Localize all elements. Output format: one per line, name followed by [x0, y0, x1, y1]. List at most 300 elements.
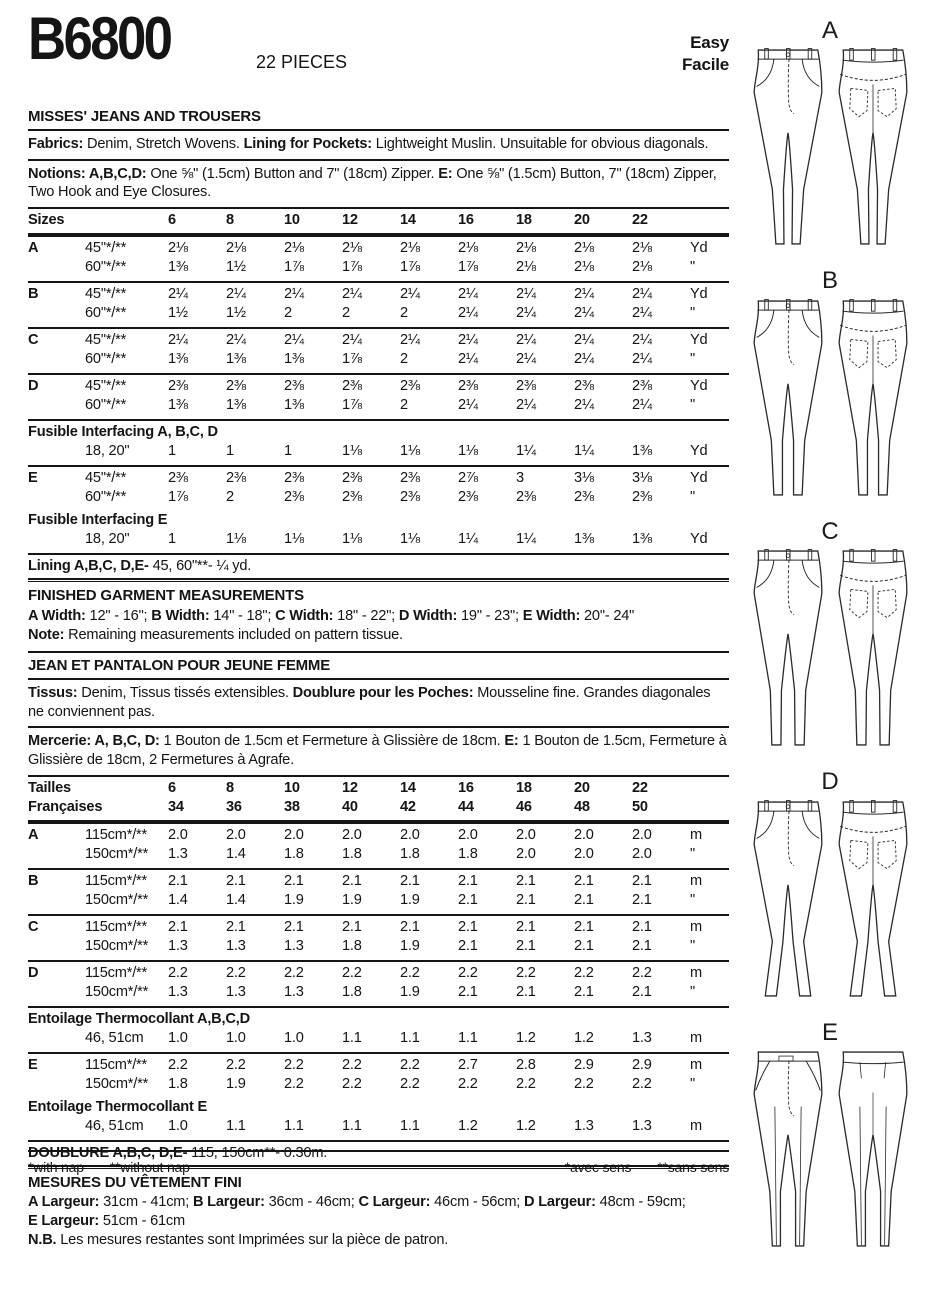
table-row	[28, 891, 729, 910]
yardage-value: 1.4	[168, 891, 188, 908]
yardage-value: 1.0	[284, 1029, 304, 1046]
row-width-label: 45"*/**	[85, 378, 127, 395]
yardage-value: 1⅞	[284, 259, 304, 276]
yardage-value: 2.8	[516, 1056, 536, 1073]
yardage-value: 2¼	[342, 332, 362, 349]
yardage-value: 2.0	[516, 826, 536, 843]
unit-label: Yd	[690, 470, 708, 487]
row-group-label	[28, 530, 85, 549]
yardage-group	[28, 1006, 729, 1052]
largeur-line-2: E Largeur: 51cm - 61cm	[28, 1212, 185, 1229]
unit-label: m	[690, 1056, 702, 1073]
size-value: 20	[574, 779, 590, 796]
size-fr-value: 40	[342, 798, 358, 815]
yardage-value: 2.1	[226, 872, 246, 889]
yardage-value: 2.1	[516, 918, 536, 935]
yardage-value: 2¼	[516, 305, 536, 322]
yardage-value: 2¼	[284, 332, 304, 349]
yardage-value: 1⅜	[168, 259, 188, 276]
yardage-value: 1.9	[400, 891, 420, 908]
yardage-value: 2¼	[632, 305, 652, 322]
unit-label: Yd	[690, 240, 708, 257]
yardage-value: 2.2	[342, 1056, 362, 1073]
table-row	[28, 845, 729, 864]
yardage-value: 1⅜	[632, 531, 652, 548]
table-row	[28, 937, 729, 956]
yardage-value: 2.2	[632, 1075, 652, 1092]
yardage-value: 2.2	[574, 964, 594, 981]
interfacing-heading: Fusible Interfacing A, B,C, D	[28, 424, 218, 441]
yardage-value: 1.1	[342, 1117, 362, 1134]
yardage-value: 2	[400, 397, 408, 414]
yardage-value: 2.7	[458, 1056, 478, 1073]
yardage-value: 2.1	[632, 983, 652, 1000]
yardage-value: 2¼	[574, 305, 594, 322]
yardage-value: 2.2	[400, 1056, 420, 1073]
yardage-value: 1.1	[458, 1029, 478, 1046]
yardage-value: 2.0	[168, 826, 188, 843]
yardage-value: 1.3	[168, 845, 188, 862]
yardage-value: 2¼	[458, 332, 478, 349]
view-a-label: A	[821, 17, 838, 44]
row-width-label: 60"*/**	[85, 397, 127, 414]
row-width-label: 60"*/**	[85, 305, 127, 322]
yardage-value: 1.8	[342, 845, 362, 862]
yardage-value: 1⅜	[574, 531, 594, 548]
table-row	[28, 1117, 729, 1136]
table-row	[28, 872, 729, 891]
unit-label: m	[690, 826, 702, 843]
row-width-label: 46, 51cm	[85, 1029, 144, 1046]
yardage-value: 2.1	[226, 918, 246, 935]
table-row	[28, 826, 729, 845]
yardage-value: 2.0	[574, 826, 594, 843]
yardage-value: 2.0	[226, 826, 246, 843]
row-width-label: 115cm*/**	[85, 1056, 148, 1073]
yardage-value: 2.1	[284, 872, 304, 889]
garment-title-fr: JEAN ET PANTALON POUR JEUNE FEMME	[28, 653, 729, 680]
row-width-label: 115cm*/**	[85, 872, 148, 889]
footnotes-fr	[565, 1159, 729, 1175]
row-group-label	[28, 304, 85, 323]
yardage-value: 2.9	[574, 1056, 594, 1073]
unit-spacer	[690, 779, 728, 798]
row-group-label	[28, 488, 85, 507]
yardage-value: 2.1	[342, 872, 362, 889]
row-group-label: D	[28, 378, 39, 395]
yardage-value: 2¼	[458, 351, 478, 368]
yardage-value: 1.3	[284, 937, 304, 954]
row-group-label	[28, 396, 85, 415]
row-width-label: 46, 51cm	[85, 1117, 144, 1134]
size-value: 6	[168, 212, 176, 229]
yardage-value: 2.2	[226, 964, 246, 981]
yardage-group	[28, 373, 729, 419]
size-value: 18	[516, 212, 532, 229]
unit-label: Yd	[690, 332, 708, 349]
yardage-value: 1.3	[632, 1029, 652, 1046]
size-fr-value: 42	[400, 798, 416, 815]
table-row	[28, 964, 729, 983]
yardage-value: 1½	[226, 305, 246, 322]
view-c-figure	[740, 519, 920, 749]
pattern-number: B6800	[28, 5, 171, 72]
size-value: 18	[516, 779, 532, 796]
yardage-value: 1.8	[400, 845, 420, 862]
yardage-value: 2.2	[574, 1075, 594, 1092]
table-row	[28, 442, 729, 461]
finished-measurements-section	[28, 582, 729, 653]
yardage-value: 2	[226, 489, 234, 506]
yardage-value: 1	[226, 443, 234, 460]
yardage-value: 2⅜	[400, 489, 420, 506]
yardage-value: 2.1	[458, 872, 478, 889]
yardage-value: 2⅜	[342, 470, 362, 487]
francaises-label: Françaises	[28, 798, 103, 815]
view-d-label: D	[821, 768, 839, 796]
yardage-value: 1.2	[574, 1029, 594, 1046]
yardage-value: 1⅞	[458, 259, 478, 276]
yardage-value: 2¼	[574, 332, 594, 349]
size-fr-value: 38	[284, 798, 300, 815]
finished-measurements-title: FINISHED GARMENT MEASUREMENTS	[28, 587, 304, 605]
yardage-value: 2⅛	[342, 240, 362, 257]
yardage-value: 2.2	[226, 1056, 246, 1073]
yardage-value: 1.8	[284, 845, 304, 862]
row-group-label: B	[28, 872, 39, 889]
size-value: 12	[342, 779, 358, 796]
yardage-value: 1.0	[168, 1029, 188, 1046]
yardage-value: 2.0	[284, 826, 304, 843]
row-width-label: 150cm*/**	[85, 891, 149, 908]
size-value: 16	[458, 779, 474, 796]
unit-label: m	[690, 872, 702, 889]
row-width-label: 115cm*/**	[85, 918, 148, 935]
yardage-value: 3	[516, 470, 524, 487]
size-value: 8	[226, 212, 234, 229]
yardage-value: 2¼	[458, 286, 478, 303]
yardage-value: 2⅜	[342, 378, 362, 395]
view-illustrations-column	[740, 18, 920, 1270]
yardage-value: 2.0	[632, 845, 652, 862]
yardage-value: 2.1	[168, 918, 188, 935]
yardage-value: 2¼	[632, 332, 652, 349]
yardage-value: 1.9	[226, 1075, 246, 1092]
francaises-header-row	[28, 798, 729, 817]
yardage-value: 2.2	[458, 1075, 478, 1092]
yardage-group	[28, 1052, 729, 1098]
yardage-value: 2⅜	[226, 470, 246, 487]
yardage-group	[28, 327, 729, 373]
yardage-value: 2.2	[168, 964, 188, 981]
row-width-label: 115cm*/**	[85, 964, 148, 981]
yardage-value: 2.1	[574, 918, 594, 935]
view-a-figure	[740, 18, 920, 248]
yardage-value: 1⅛	[226, 531, 246, 548]
table-row	[28, 1075, 729, 1094]
view-e-pair	[740, 1048, 920, 1250]
yardage-value: 2.1	[400, 918, 420, 935]
row-group-label	[28, 937, 85, 956]
view-c-front-illustration	[748, 547, 828, 749]
size-fr-value: 46	[516, 798, 532, 815]
yardage-value: 2⅜	[516, 378, 536, 395]
yardage-value: 1.0	[168, 1117, 188, 1134]
unit-label: m	[690, 1117, 702, 1134]
width-line: A Width: 12" - 16"; B Width: 14" - 18"; C Width: 18" - 22"; D Width: 19" - 23"; E Width: 20"- 24"	[28, 607, 635, 624]
row-group-label: C	[28, 918, 39, 935]
table-row	[28, 258, 729, 277]
unit-label: "	[690, 937, 695, 954]
row-width-label: 60"*/**	[85, 351, 127, 368]
yardage-value: 1¼	[516, 443, 536, 460]
largeur-line-1: A Largeur: 31cm - 41cm; B Largeur: 36cm - 46cm; C Largeur: 46cm - 56cm; D Largeur: 48cm - 59cm;	[28, 1194, 686, 1211]
yardage-value: 2.2	[284, 1056, 304, 1073]
mesures-section	[28, 1169, 729, 1251]
yardage-value: 1⅞	[168, 489, 188, 506]
yardage-value: 2⅜	[516, 489, 536, 506]
yardage-value: 2⅜	[574, 489, 594, 506]
row-group-label: A	[28, 826, 39, 843]
row-width-label: 45"*/**	[85, 470, 127, 487]
size-fr-value: 48	[574, 798, 590, 815]
table-row	[28, 331, 729, 350]
size-value: 8	[226, 779, 234, 796]
unit-label: "	[690, 489, 695, 506]
yardage-group	[28, 281, 729, 327]
yardage-value: 1.8	[342, 937, 362, 954]
size-value: 10	[284, 779, 300, 796]
yardage-value: 2⅞	[458, 470, 478, 487]
tailles-header-row	[28, 779, 729, 798]
yardage-value: 2⅛	[400, 240, 420, 257]
difficulty-rating	[682, 32, 729, 76]
yardage-group	[28, 822, 729, 868]
yardage-value: 2.0	[516, 845, 536, 862]
yardage-value: 1	[168, 531, 176, 548]
view-c-back-illustration	[833, 547, 913, 749]
unit-label: "	[690, 259, 695, 276]
row-group-label: D	[28, 964, 39, 981]
view-e-figure	[740, 1020, 920, 1250]
yardage-value: 2.1	[632, 891, 652, 908]
piece-count: 22 PIECES	[256, 52, 348, 72]
yardage-value: 2.2	[284, 1075, 304, 1092]
table-row	[28, 469, 729, 488]
yardage-value: 2⅛	[516, 259, 536, 276]
row-group-label: E	[28, 1056, 38, 1073]
yardage-value: 1⅞	[342, 351, 362, 368]
lining-line: Lining A,B,C, D,E- 45, 60"**- ¼ yd.	[28, 553, 729, 578]
lining-line: DOUBLURE A,B,C, D,E- 115, 150cm**- 0.30m.	[28, 1140, 729, 1165]
yardage-value: 2.1	[516, 983, 536, 1000]
yardage-value: 2.1	[400, 872, 420, 889]
yardage-value: 2⅜	[632, 489, 652, 506]
view-b-front-illustration	[748, 297, 828, 499]
row-group-label	[28, 1117, 85, 1136]
unit-label: Yd	[690, 443, 708, 460]
view-c-label: C	[821, 517, 839, 545]
yardage-value: 1⅛	[342, 531, 362, 548]
yardage-value: 1.9	[284, 891, 304, 908]
view-b-label: B	[821, 267, 838, 295]
yardage-value: 2.1	[342, 918, 362, 935]
main-column	[28, 5, 729, 1250]
yardage-value: 1¼	[574, 443, 594, 460]
view-d-back-illustration	[833, 798, 913, 1000]
table-row	[28, 304, 729, 323]
yardage-value: 2¼	[632, 397, 652, 414]
yardage-value: 1.0	[226, 1029, 246, 1046]
yardage-value: 2.1	[574, 983, 594, 1000]
row-width-label: 150cm*/**	[85, 983, 149, 1000]
yardage-group	[28, 1098, 729, 1140]
size-fr-value: 44	[458, 798, 474, 815]
yardage-group	[28, 465, 729, 511]
row-group-label	[28, 1075, 85, 1094]
yardage-value: 1¼	[516, 531, 536, 548]
yardage-value: 2	[342, 305, 350, 322]
row-width-label: 45"*/**	[85, 286, 127, 303]
tailles-label: Tailles	[28, 779, 71, 796]
size-value: 20	[574, 212, 590, 229]
yardage-value: 2⅛	[632, 259, 652, 276]
yardage-value: 2.9	[632, 1056, 652, 1073]
yardage-value: 3⅛	[632, 470, 652, 487]
interfacing-heading: Fusible Interfacing E	[28, 512, 168, 529]
yardage-value: 1⅜	[284, 397, 304, 414]
unit-label: m	[690, 1029, 702, 1046]
yardage-value: 2⅛	[574, 259, 594, 276]
yardage-value: 2.1	[458, 937, 478, 954]
unit-label: "	[690, 351, 695, 368]
yardage-group	[28, 419, 729, 465]
yardage-value: 1.3	[168, 983, 188, 1000]
yardage-value: 1⅜	[632, 443, 652, 460]
yardage-value: 2⅜	[458, 489, 478, 506]
unit-label: Yd	[690, 378, 708, 395]
size-value: 14	[400, 212, 416, 229]
sizes-label: Sizes	[28, 212, 65, 229]
row-group-label: E	[28, 470, 38, 487]
tissus-paragraph: Tissus: Denim, Tissus tissés extensibles. Doublure pour les Poches: Mousseline fine. Grandes diagonales ne conviennent pas.	[28, 680, 729, 728]
row-width-label: 18, 20"	[85, 443, 130, 460]
yardage-value: 1.9	[342, 891, 362, 908]
row-group-label: A	[28, 240, 39, 257]
size-fr-value: 34	[168, 798, 184, 815]
yardage-value: 2¼	[284, 286, 304, 303]
row-width-label: 45"*/**	[85, 332, 127, 349]
yardage-value: 2¼	[574, 397, 594, 414]
yardage-value: 2¼	[574, 286, 594, 303]
yardage-value: 2¼	[168, 286, 188, 303]
yardage-group	[28, 960, 729, 1006]
yardage-value: 2¼	[516, 332, 536, 349]
yardage-value: 1.8	[168, 1075, 188, 1092]
yardage-table-en	[28, 207, 729, 578]
yardage-value: 2.1	[574, 937, 594, 954]
unit-label: "	[690, 983, 695, 1000]
table-header	[28, 775, 729, 822]
yardage-value: 2.0	[632, 826, 652, 843]
yardage-value: 1½	[168, 305, 188, 322]
unit-label: m	[690, 964, 702, 981]
yardage-value: 2.0	[400, 826, 420, 843]
yardage-value: 2.2	[400, 1075, 420, 1092]
yardage-value: 2⅛	[458, 240, 478, 257]
row-width-label: 45"*/**	[85, 240, 127, 257]
unit-label: "	[690, 305, 695, 322]
size-value: 12	[342, 212, 358, 229]
yardage-value: 1.2	[516, 1117, 536, 1134]
size-value: 6	[168, 779, 176, 796]
interfacing-heading: Entoilage Thermocollant A,B,C,D	[28, 1010, 250, 1027]
footnotes-en	[28, 1159, 190, 1175]
yardage-value: 2¼	[632, 286, 652, 303]
size-value: 10	[284, 212, 300, 229]
yardage-value: 1.1	[400, 1029, 420, 1046]
yardage-value: 2⅛	[226, 240, 246, 257]
view-b-back-illustration	[833, 297, 913, 499]
yardage-value: 1⅛	[342, 443, 362, 460]
yardage-value: 2.1	[516, 872, 536, 889]
yardage-value: 1.3	[226, 937, 246, 954]
row-width-label: 18, 20"	[85, 531, 130, 548]
yardage-value: 2.1	[458, 891, 478, 908]
yardage-value: 2.2	[342, 964, 362, 981]
view-b-figure	[740, 268, 920, 498]
notions-paragraph: Notions: A,B,C,D: One ⅝" (1.5cm) Button and 7" (18cm) Zipper. E: One ⅝" (1.5cm) Button, 7" (18cm) Zipper, Two Hook and Eye Closures.	[28, 165, 717, 201]
yardage-value: 1⅛	[400, 443, 420, 460]
yardage-value: 2.1	[632, 918, 652, 935]
unit-label: "	[690, 397, 695, 414]
yardage-value: 2.1	[574, 891, 594, 908]
size-value: 14	[400, 779, 416, 796]
view-e-front-illustration	[748, 1048, 828, 1250]
yardage-value: 1⅛	[458, 443, 478, 460]
yardage-value: 2.1	[168, 872, 188, 889]
yardage-value: 2.2	[400, 964, 420, 981]
unit-spacer	[690, 798, 728, 817]
yardage-value: 1⅛	[400, 531, 420, 548]
unit-label: "	[690, 1075, 695, 1092]
view-c-pair	[740, 547, 920, 749]
yardage-value: 2⅜	[284, 489, 304, 506]
table-row	[28, 1056, 729, 1075]
yardage-value: 2	[400, 305, 408, 322]
view-d-pair	[740, 798, 920, 1000]
yardage-group	[28, 511, 729, 553]
yardage-value: 2	[400, 351, 408, 368]
yardage-value: 1.4	[226, 891, 246, 908]
yardage-value: 2¼	[458, 305, 478, 322]
interfacing-heading: Entoilage Thermocollant E	[28, 1098, 208, 1115]
yardage-value: 2	[284, 305, 292, 322]
table-row	[28, 396, 729, 415]
size-fr-value: 50	[632, 798, 648, 815]
yardage-value: 2⅜	[284, 378, 304, 395]
yardage-value: 2¼	[400, 286, 420, 303]
yardage-value: 2⅛	[574, 240, 594, 257]
yardage-value: 1.8	[342, 983, 362, 1000]
yardage-value: 2.1	[458, 983, 478, 1000]
yardage-value: 1.4	[226, 845, 246, 862]
yardage-value: 2⅜	[458, 378, 478, 395]
yardage-value: 1⅞	[400, 259, 420, 276]
yardage-value: 2⅛	[516, 240, 536, 257]
difficulty-fr: Facile	[682, 55, 729, 75]
yardage-value: 2.1	[516, 937, 536, 954]
